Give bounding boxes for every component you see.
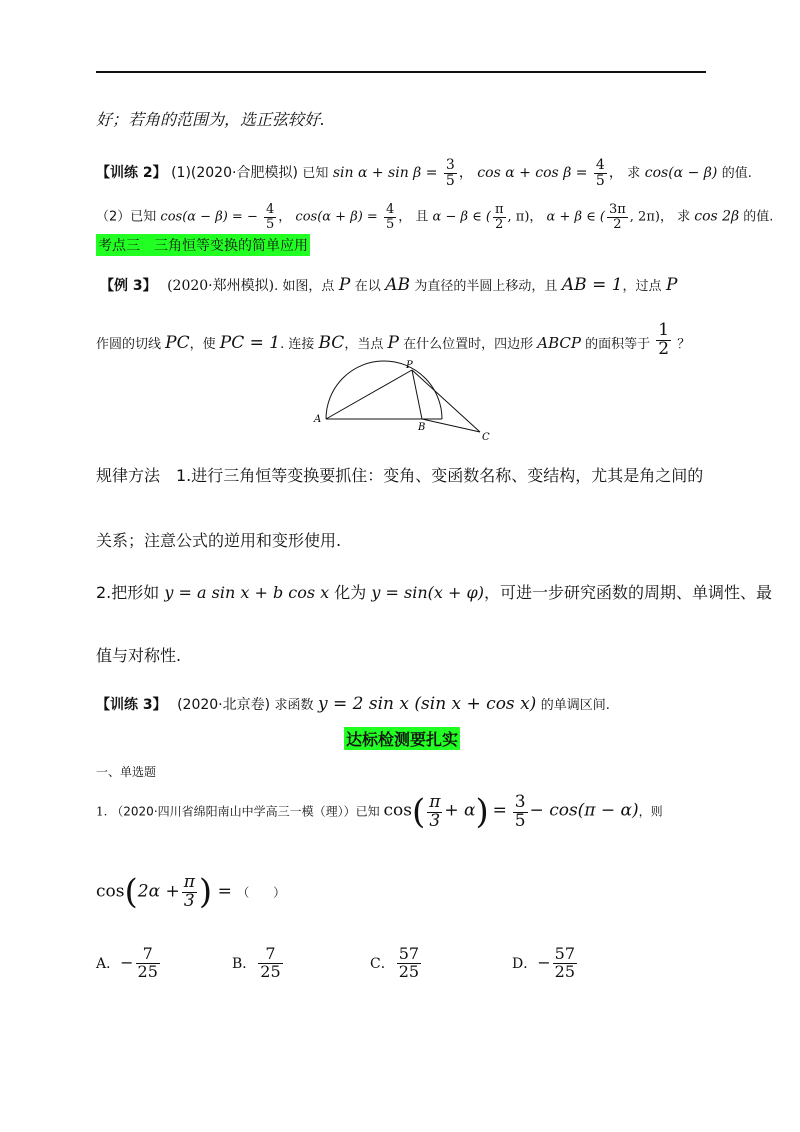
method-line1: 规律方法 1.进行三角恒等变换要抓住：变角、变函数名称、变结构，尤其是角之间的 [96, 466, 704, 485]
train2-tag: 【训练 2】 [96, 165, 167, 182]
label-B: B [418, 422, 426, 433]
segment-BC [422, 419, 480, 432]
example3-line2: 作圆的切线 PC，使 PC = 1. 连接 BC，当点 P 在什么位置时，四边形 ABCP 的面积等于 $\frac{1}{2}$ ？ [96, 320, 691, 359]
single-choice-heading: 一、单选题 [96, 765, 157, 779]
fraction: $\frac{4}{5}$ [385, 202, 395, 232]
question-1: 1. （2020·四川省绵阳南山中学高三一模（理））已知 cos( $\frac{\pi}{3}$ + α) = $\frac{3}{5}$ − cos(π − α)，则 [96, 791, 663, 832]
segment-AP [326, 370, 412, 419]
section-title: 达标检测要扎实 [344, 727, 460, 750]
train2-source: (1)(2020·合肥模拟) [171, 165, 298, 182]
fraction: $\frac{57}{25}$ [554, 944, 575, 981]
label-P: P [406, 360, 413, 371]
header-rule [96, 71, 706, 73]
label-C: C [482, 432, 490, 443]
method-line4: 值与对称性. [96, 646, 182, 665]
train3-tag: 【训练 3】 [96, 697, 167, 713]
option-b[interactable]: B． $\frac{7}{25}$ [232, 944, 281, 981]
method-line3: 2.把形如 y = a sin x + b cos x 化为 y = sin(x + φ)，可进一步研究函数的周期、单调性、最 [96, 583, 772, 602]
fraction-pi-3: $\frac{\pi}{3}$ [183, 871, 195, 911]
fraction: $\frac{3}{5}$ [445, 157, 455, 189]
fraction: $\frac{7}{25}$ [260, 944, 281, 981]
example3-tag: 【例 3】 [100, 278, 157, 294]
option-d[interactable]: D．− $\frac{57}{25}$ [512, 944, 575, 981]
fraction-half: $\frac{1}{2}$ [658, 320, 670, 359]
example3-line1: 【例 3】 (2020·郑州模拟). 如图，点 P 在以 AB 为直径的半圆上移动，且 AB = 1，过点 P [100, 275, 678, 295]
fraction: $\frac{57}{25}$ [398, 944, 420, 981]
option-c[interactable]: C． $\frac{57}{25}$ [370, 944, 420, 981]
fraction-3-5: $\frac{3}{5}$ [514, 791, 526, 831]
fraction: $\frac{4}{5}$ [595, 157, 605, 189]
method-line2: 关系；注意公式的逆用和变形使用. [96, 531, 342, 550]
question-1-expr: cos(2α + $\frac{\pi}{3}$ ) = （ ） [96, 871, 286, 912]
section-heading-point3: 考点三 三角恒等变换的简单应用 [96, 234, 310, 256]
fraction-pi-3: $\frac{\pi}{3}$ [429, 791, 441, 831]
fraction: $\frac{3\pi}{2}$ [608, 202, 626, 232]
fraction: $\frac{\pi}{2}$ [494, 202, 504, 232]
train2-line2: （2）已知 cos(α − β) = − $\frac{4}{5}$ ， cos(α + β) = $\frac{4}{5}$ ， 且 α − β ∈ ( $\frac{\pi}{2}$ , π)， α + β ∈ ( $\frac{3\pi}{2}$ , 2π)， 求 cos 2β 的值. [96, 202, 774, 232]
label-A: A [314, 414, 322, 425]
continued-text: 好；若角的范围为，选正弦较好. [96, 110, 326, 129]
semicircle-arc [326, 361, 442, 419]
fraction: $\frac{7}{25}$ [137, 944, 158, 981]
train2-line1: 【训练 2】 (1)(2020·合肥模拟) 已知 sin α + sin β = $\frac{3}{5}$ ， cos α + cos β = $\frac{4}{5}$ ， 求 cos(α − β) 的值. [96, 157, 752, 189]
semicircle-figure [310, 360, 510, 445]
option-a[interactable]: A．− $\frac{7}{25}$ [96, 944, 158, 981]
train3-line: 【训练 3】 (2020·北京卷) 求函数 y = 2 sin x (sin x + cos x) 的单调区间. [96, 694, 610, 714]
fraction: $\frac{4}{5}$ [266, 202, 275, 232]
